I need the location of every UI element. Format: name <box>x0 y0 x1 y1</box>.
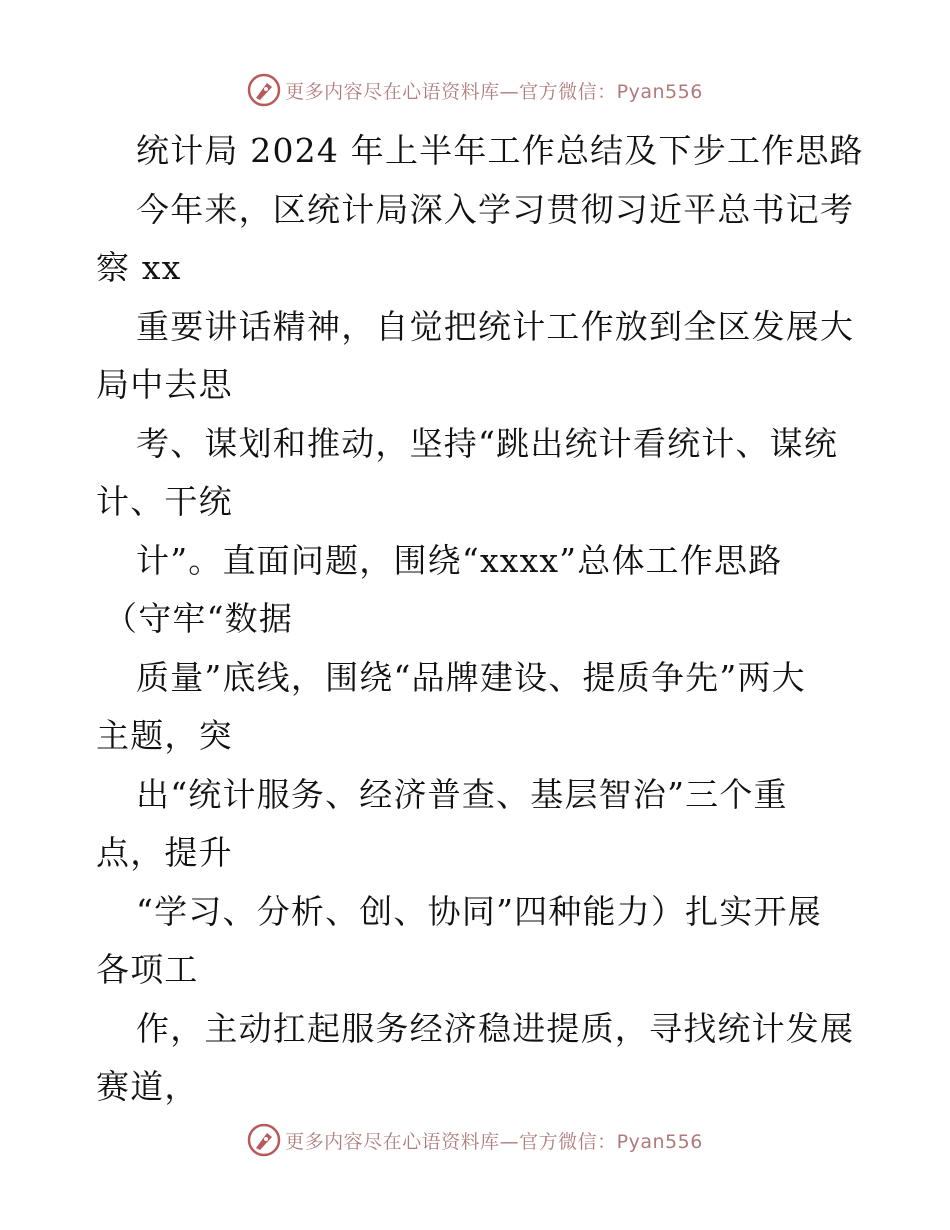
paragraph-line: 计”。直面问题，围绕“xxxx”总体工作思路 <box>136 540 783 580</box>
paragraph-line: 考、谋划和推动，坚持“跳出统计看统计、谋统 <box>136 423 839 463</box>
watermark-text: 更多内容尽在心语资料库—官方微信：Pyan556 <box>285 1130 703 1153</box>
pen-nib-logo-icon <box>247 1123 281 1157</box>
paragraph-line: 重要讲话精神，自觉把统计工作放到全区发展大 <box>136 306 855 346</box>
watermark-text: 更多内容尽在心语资料库—官方微信：Pyan556 <box>285 80 703 103</box>
document-body <box>96 122 866 1117</box>
paragraph-line: 点，提升 <box>96 833 233 872</box>
paragraph-line: （守牢“数据 <box>104 599 294 638</box>
pen-nib-logo-icon <box>247 73 281 107</box>
paragraph-line: 局中去思 <box>96 365 233 404</box>
paragraph-line: 各项工 <box>96 950 199 989</box>
paragraph-line: 质量”底线，围绕“品牌建设、提质争先”两大 <box>136 657 806 697</box>
paragraph-line: 计、干统 <box>96 482 233 521</box>
paragraph-line: 作，主动扛起服务经济稳进提质，寻找统计发展 <box>136 1008 855 1048</box>
paragraph-line: 主题，突 <box>96 716 233 755</box>
paragraph-line: 察 xx <box>96 248 182 287</box>
paragraph-line: 今年来，区统计局深入学习贯彻习近平总书记考 <box>136 189 855 229</box>
paragraph-line: 赛道， <box>96 1067 199 1106</box>
paragraph-line: 出“统计服务、经济普查、基层智治”三个重 <box>136 774 788 814</box>
footer-watermark <box>0 1120 950 1160</box>
header-watermark <box>0 70 950 110</box>
document-title: 统计局 2024 年上半年工作总结及下步工作思路 <box>136 131 864 170</box>
paragraph-line: “学习、分析、创、协同”四种能力）扎实开展 <box>136 891 822 931</box>
